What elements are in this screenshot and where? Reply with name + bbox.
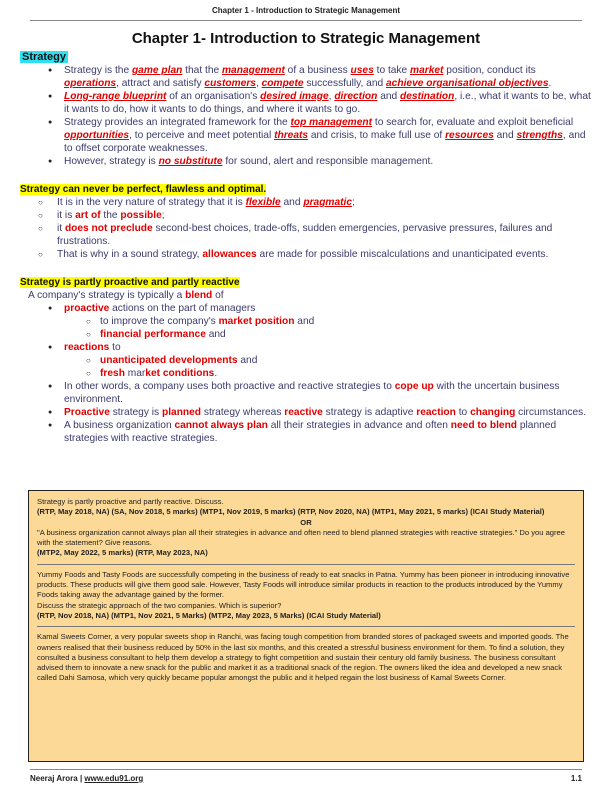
list-item: ○ it is art of the possible; [20, 209, 592, 222]
section-proactive-reactive [20, 276, 592, 445]
list-item: ○ financial performance and [64, 328, 592, 341]
question-references: (RTP, May 2018, NA) (SA, Nov 2018, 5 marks) (MTP1, Nov 2019, 5 marks) (RTP, Nov 2020, NA) (MTP1, May 2021, 5 marks) (ICAI Study Material) [37, 507, 545, 517]
emphasis-text: strengths [516, 130, 563, 141]
emphasis-text: proactive [64, 303, 110, 314]
section-heading: Strategy can never be perfect, flawless and optimal. [20, 184, 267, 195]
emphasis-text: ket conditions [145, 368, 215, 379]
author-name: Neeraj Arora | [30, 774, 85, 783]
emphasis-text: desired image [260, 91, 329, 102]
emphasis-text: cannot always plan [174, 420, 268, 431]
emphasis-text: game plan [131, 65, 183, 76]
emphasis-text: reactions [64, 342, 110, 353]
section-imperfect [20, 183, 592, 261]
list-item: ● However, strategy is no substitute for sound, alert and responsible management. [20, 155, 592, 168]
emphasis-text: planned [161, 407, 202, 418]
question-text: Kamal Sweets Corner, a very popular sweets shop in Ranchi, was facing tough competition from branded stores of packaged sweets and imported goods. The owners realised that their business reduced by 50% in the last six months, and this created a stressful business environment for them. To find a solution, they consulted a business consultant to help them develop a strategy to fight competition and sustain their century old family business. The business consultant advised them to innovate a new snack for the public and market it as a traditional snack of the region. The owners liked the idea and developed a new snack called Dahi Samosa, which very quickly became popular amongst the public and it helped regain the lost business of Kamal Sweets Corner. [37, 632, 569, 683]
section-strategy [20, 51, 592, 168]
footer-author [30, 774, 143, 783]
question-references: (MTP2, May 2022, 5 marks) (RTP, May 2023, NA) [37, 548, 208, 558]
list-item: ○ it does not preclude second-best choices, trade-offs, sudden emergencies, pervasive pressures, failures and frustrations. [20, 222, 592, 248]
main-content [20, 51, 592, 445]
emphasis-text: changing [470, 407, 516, 418]
emphasis-text: Proactive [64, 407, 110, 418]
list-item: ● Proactive strategy is planned strategy whereas reactive strategy is adaptive reaction to changing circumstances. [20, 406, 592, 419]
question-divider [37, 626, 575, 627]
emphasis-text: top management [290, 117, 373, 128]
emphasis-text: art of [75, 210, 101, 221]
list-item: ● Strategy is the game plan that the management of a business uses to take market position, conduct its operations, attract and satisfy customers, compete successfully, and achieve organisational objectives. [20, 64, 592, 90]
emphasis-text: financial performance [100, 329, 206, 340]
question-text: Strategy is partly proactive and partly reactive. Discuss. [37, 497, 224, 506]
emphasis-text: opportunities [64, 130, 130, 141]
section-heading: Strategy [22, 51, 67, 63]
emphasis-text: resources [445, 130, 494, 141]
exam-questions-box [28, 490, 584, 762]
list-item: ● Long-range blueprint of an organisation's desired image, direction and destination, i.e., what it wants to be, what it wants to do, how it wants to do things, and where it wants to go. [20, 90, 592, 116]
emphasis-text: flexible [245, 197, 281, 208]
imperfect-list [20, 196, 592, 261]
question-text: "A business organization cannot always plan all their strategies in advance and often need to blend planned strategies with reactive strategies." Do you agree with the statement? Give reasons. [37, 527, 565, 548]
running-head: Chapter 1 - Introduction to Strategic Management [211, 6, 400, 15]
page-number: 1.1 [570, 774, 582, 783]
emphasis-text: threats [274, 130, 309, 141]
sublist [64, 315, 592, 341]
emphasis-text: cope up [394, 381, 434, 392]
website-link[interactable]: www.edu91.org [84, 774, 144, 783]
emphasis-text: no substitute [158, 156, 223, 167]
question-divider [37, 564, 575, 565]
question-ask: Discuss the strategic approach of the two companies. Which is superior? [37, 600, 282, 610]
emphasis-text: achieve organisational objectives [386, 78, 549, 89]
emphasis-text: pragmatic [303, 197, 353, 208]
or-separator: OR [300, 517, 312, 527]
list-item: ● In other words, a company uses both proactive and reactive strategies to cope up with the uncertain business environment. [20, 380, 592, 406]
list-item: ○ unanticipated developments and [64, 354, 592, 367]
emphasis-text: market position [218, 316, 295, 327]
emphasis-text: possible [120, 210, 162, 221]
emphasis-text: destination [400, 91, 455, 102]
blend-list [20, 302, 592, 445]
section-intro: A company's strategy is typically a blend of [28, 290, 224, 301]
list-item: ○ to improve the company's market position and [64, 315, 592, 328]
question-text: Yummy Foods and Tasty Foods are successfully competing in the business of ready to eat snacks in Patna. Yummy has been pioneer in introducing innovative products. These products will give them good sale. However, Tasty Foods will introduce similar products in reaction to the products introduced by the Yummy Foods taking away the advantage gained by the former. [37, 569, 570, 600]
emphasis-text: Long-range blueprint [64, 91, 167, 102]
list-item: ● Strategy provides an integrated framework for the top management to search for, evaluate and exploit beneficial opportunities, to perceive and meet potential threats and crisis, to make full use of resources and strengths, and to offset corporate weaknesses. [20, 116, 592, 155]
emphasis-text: fresh [100, 368, 125, 379]
emphasis-text: market [410, 65, 444, 76]
header-divider [30, 20, 582, 21]
emphasis-text: uses [350, 65, 374, 76]
strategy-definition-list [20, 64, 592, 168]
emphasis-text: management [222, 65, 285, 76]
list-item: ● A business organization cannot always plan all their strategies in advance and often need to blend planned strategies with reactive strategies. [20, 419, 592, 445]
emphasis-text: direction [334, 91, 378, 102]
list-item-text: reactions to [64, 342, 121, 353]
emphasis-text: reaction [416, 407, 456, 418]
question-references: (RTP, Nov 2018, NA) (MTP1, Nov 2021, 5 Marks) (MTP2, May 2023, 5 Marks) (ICAI Study Material) [37, 610, 381, 620]
emphasis-text: compete [261, 78, 304, 89]
emphasis-text: allowances [202, 249, 257, 260]
emphasis-text: reactive [284, 407, 323, 418]
emphasis-text: operations [64, 78, 117, 89]
section-heading: Strategy is partly proactive and partly reactive [20, 277, 240, 288]
list-item-text: proactive actions on the part of managers [64, 303, 256, 314]
footer-divider [30, 769, 582, 770]
list-item: ○ That is why in a sound strategy, allowances are made for possible miscalculations and unanticipated events. [20, 248, 592, 261]
list-item-proactive [20, 302, 592, 341]
emphasis-text: blend [185, 290, 213, 301]
emphasis-text: unanticipated developments [100, 355, 238, 366]
sublist [64, 354, 592, 380]
emphasis-text: does not preclude [64, 223, 153, 234]
list-item-reactions [20, 341, 592, 380]
list-item: ○ It is in the very nature of strategy that it is flexible and pragmatic; [20, 196, 592, 209]
page-title: Chapter 1- Introduction to Strategic Management [131, 30, 481, 47]
emphasis-text: need to blend [450, 420, 518, 431]
emphasis-text: customers [204, 78, 256, 89]
list-item: ○ fresh market conditions. [64, 367, 592, 380]
